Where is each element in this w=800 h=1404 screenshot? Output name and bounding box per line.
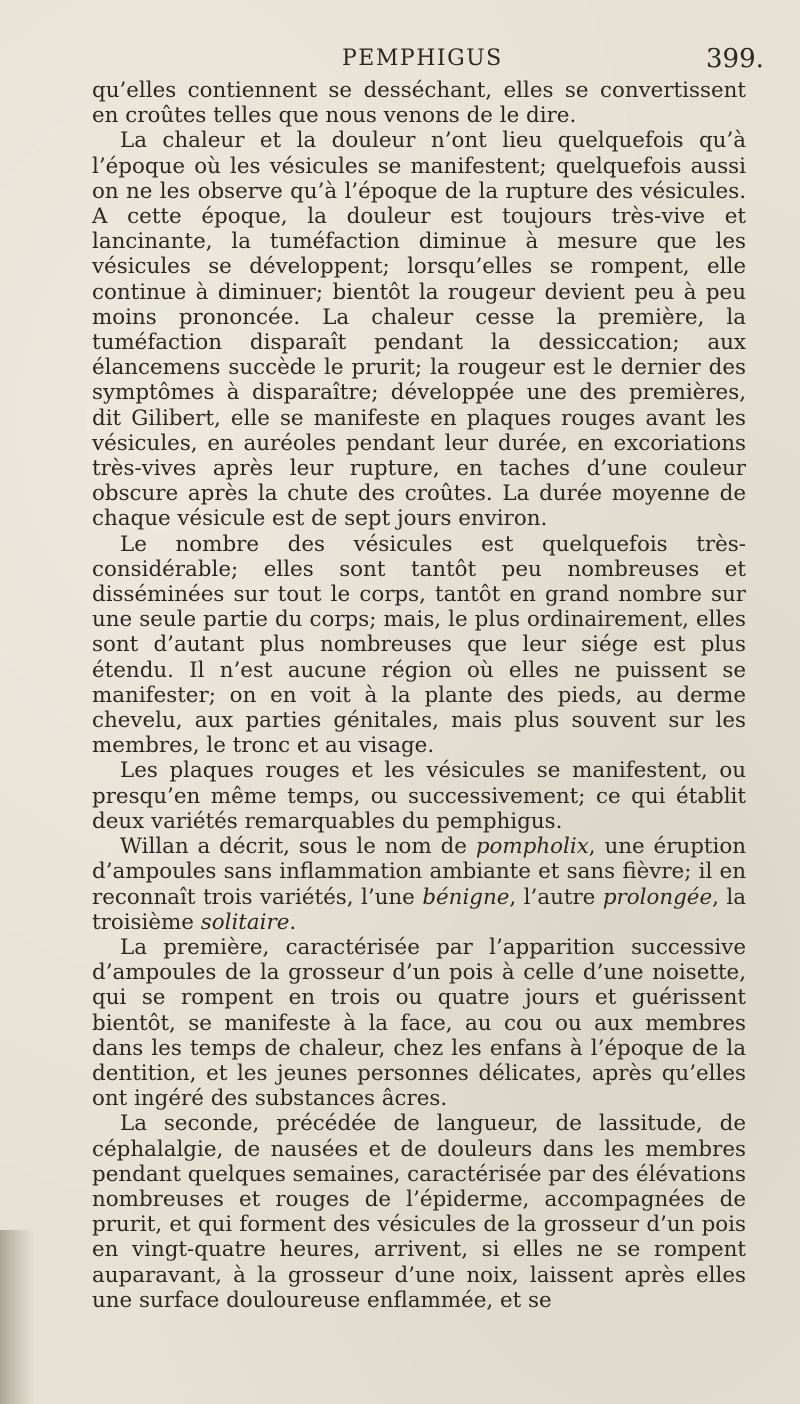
italic-term-prolongee: prolongée xyxy=(602,884,713,910)
text-run: . xyxy=(289,909,297,935)
paragraph-premiere: La première, caractérisée par l’apparition successive d’ampoules de la grosseur d’un pois à celle d’une noisette, qui se rompent en trois ou quatre jours et guérissent bientôt, se manifeste à la face, au cou ou aux membres dans les temps de chaleur, chez les enfans à l’époque de la dentition, et les jeunes personnes délicates, après qu’elles ont ingéré des substances âcres. xyxy=(92,934,746,1112)
italic-term-benigne: bénigne xyxy=(422,884,510,910)
text-run: , une éruption d’ampoules sans inflammation ambiante et sans fièvre; il en reconnaît trois variétés, l’une xyxy=(92,834,746,910)
paragraph-willan xyxy=(92,834,746,935)
paragraph-continued: qu’elles contiennent se desséchant, elles se convertissent en croûtes telles que nous venons de le dire. xyxy=(92,78,746,129)
page-number: 399. xyxy=(706,44,764,74)
text-run: , la troisième xyxy=(92,884,746,935)
text-run: , l’autre xyxy=(509,884,603,910)
text-run: Willan a décrit, sous le nom de xyxy=(120,834,476,860)
body-text xyxy=(92,78,746,1313)
running-title: PEMPHIGUS xyxy=(342,46,503,71)
paragraph-plaques-rouges: Les plaques rouges et les vésicules se manifestent, ou presqu’en même temps, ou successivement; ce qui établit deux variétés remarquables du pemphigus. xyxy=(92,758,746,834)
italic-term-solitaire: solitaire xyxy=(200,909,290,935)
paragraph-nombre-vesicules: Le nombre des vésicules est quelquefois très-considérable; elles sont tantôt peu nombreuses et disséminées sur tout le corps, tantôt en grand nombre sur une seule partie du corps; mais, le plus ordinairement, elles sont d’autant plus nombreuses que leur siége est plus étendu. Il n’est aucune région où elles ne puissent se manifester; on en voit à la plante des pieds, au derme chevelu, aux parties génitales, mais plus souvent sur les membres, le tronc et au visage. xyxy=(92,531,746,759)
page-edge-shadow xyxy=(0,1230,34,1404)
paragraph-chaleur-douleur: La chaleur et la douleur n’ont lieu quelquefois qu’à l’époque où les vésicules se manifestent; quelquefois aussi on ne les observe qu’à l’époque de la rupture des vésicules. A cette époque, la douleur est toujours très-vive et lancinante, la tuméfaction diminue à mesure que les vésicules se développent; lorsqu’elles se rompent, elle continue à diminuer; bientôt la rougeur devient peu à peu moins prononcée. La chaleur cesse la première, la tuméfaction disparaît pendant la dessiccation; aux élancemens succède le prurit; la rougeur est le dernier des symptômes à disparaître; développée une des premières, dit Gilibert, elle se manifeste en plaques rouges avant les vésicules, en auréoles pendant leur durée, en excoriations très-vives après leur rupture, en taches d’une couleur obscure après la chute des croûtes. La durée moyenne de chaque vésicule est de sept jours environ. xyxy=(92,128,746,532)
italic-term-pompholix: pompholix xyxy=(475,834,589,860)
page-header xyxy=(0,42,800,82)
paragraph-seconde: La seconde, précédée de langueur, de lassitude, de céphalalgie, de nausées et de douleurs dans les membres pendant quelques semaines, caractérisée par des élévations nombreuses et rouges de l’épiderme, accompagnées de prurit, et qui forment des vésicules de la grosseur d’un pois en vingt-quatre heures, arrivent, si elles ne se rompent auparavant, à la grosseur d’une noix, laissent après elles une surface douloureuse enflammée, et se xyxy=(92,1111,746,1313)
